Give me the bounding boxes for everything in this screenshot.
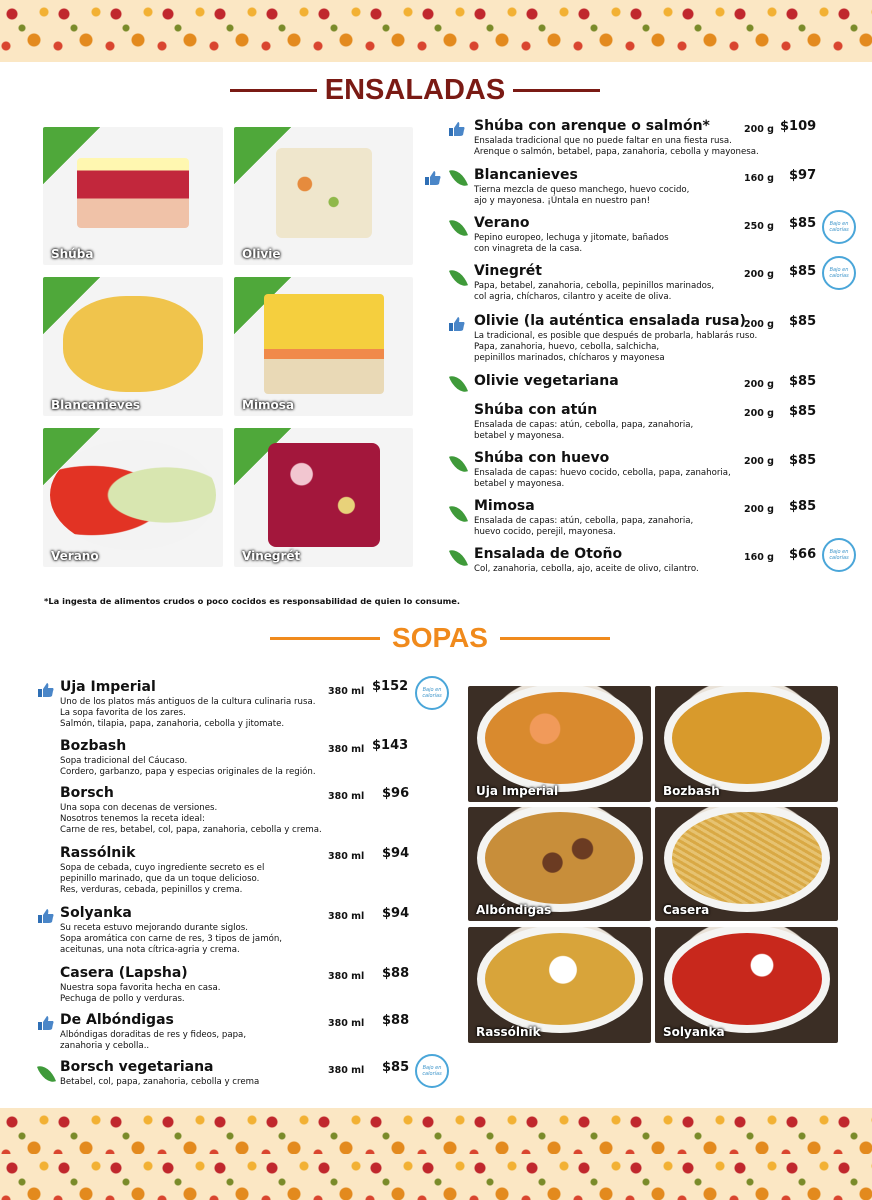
dish-shape: [268, 443, 380, 547]
leaf-icon: [449, 166, 468, 189]
thumbs-up-icon: [424, 170, 442, 186]
salad-photo-olivie: [234, 127, 413, 265]
item-name: Borsch vegetariana: [60, 1059, 214, 1075]
low-calorie-badge: Bajo en calorías: [415, 1054, 449, 1088]
leaf-icon: [37, 1062, 56, 1085]
item-desc-line: La tradicional, es posible que después de probarla, hablarás ruso.: [474, 331, 758, 341]
dish-shape: [264, 294, 384, 394]
item-desc-line: Papa, zanahoria, huevo, cebolla, salchicha,: [474, 342, 660, 352]
title-rule: [230, 89, 317, 92]
photo-caption: Shúba: [51, 247, 94, 261]
item-desc-line: Su receta estuvo mejorando durante siglos.: [60, 923, 249, 933]
thumbs-up-icon: [37, 1015, 55, 1031]
leaf-icon: [449, 546, 468, 569]
folk-ornament-border-top: [0, 0, 872, 62]
item-desc-line: Arenque o salmón, betabel, papa, zanahoria, cebolla y mayonesa.: [474, 147, 759, 157]
bowl-shape: [477, 686, 643, 792]
leaf-icon: [449, 502, 468, 525]
salad-photo-vinegret: [234, 428, 413, 567]
soup-photo-bozbash: [655, 686, 838, 802]
item-desc-line: Albóndigas doraditas de res y fideos, papa,: [60, 1030, 247, 1040]
thumbs-up-icon: [448, 121, 466, 137]
item-name: Ensalada de Otoño: [474, 546, 623, 562]
item-desc-line: Papa, betabel, zanahoria, cebolla, pepinillos marinados,: [474, 281, 715, 291]
item-price: $85: [789, 404, 817, 419]
item-qty: 250 g: [744, 221, 774, 232]
item-desc-line: pepinillo marinado, que da un toque delicioso.: [60, 874, 260, 884]
low-calorie-badge: Bajo en calorías: [822, 210, 856, 244]
item-price: $96: [382, 786, 410, 801]
item-desc-line: Pechuga de pollo y verduras.: [60, 994, 185, 1004]
item-desc-line: betabel y mayonesa.: [474, 479, 565, 489]
item-desc-line: Cordero, garbanzo, papa y especias originales de la región.: [60, 767, 316, 777]
item-name: Solyanka: [60, 905, 132, 921]
item-price: $85: [382, 1060, 410, 1075]
item-price: $85: [789, 264, 817, 279]
thumbs-up-icon: [37, 908, 55, 924]
item-qty: 200 g: [744, 408, 774, 419]
item-desc-line: Col, zanahoria, cebolla, ajo, aceite de olivo, cilantro.: [474, 564, 699, 574]
item-desc-line: ajo y mayonesa. ¡Úntala en nuestro pan!: [474, 196, 651, 206]
item-name: Shúba con arenque o salmón*: [474, 118, 710, 134]
item-price: $88: [382, 1013, 410, 1028]
item-price: $94: [382, 906, 410, 921]
photo-caption: Uja Imperial: [476, 784, 559, 798]
item-desc-line: huevo cocido, perejil, mayonesa.: [474, 527, 616, 537]
bowl-shape: [477, 807, 643, 912]
item-desc-line: Sopa de cebada, cuyo ingrediente secreto es el: [60, 863, 265, 873]
ensaladas-title: ENSALADAS: [324, 73, 506, 106]
item-name: Olivie vegetariana: [474, 373, 619, 389]
item-price: $109: [780, 119, 817, 134]
dish-shape: [63, 296, 203, 392]
salad-photo-shuba: [43, 127, 223, 265]
item-desc-line: Ensalada tradicional que no puede faltar en una fiesta rusa.: [474, 136, 732, 146]
leaf-icon: [449, 266, 468, 289]
salad-photo-blancanieves: [43, 277, 223, 416]
soup-photo-solyanka: [655, 927, 838, 1043]
item-price: $152: [372, 679, 409, 694]
item-name: Uja Imperial: [60, 679, 156, 695]
item-desc-line: Nosotros tenemos la receta ideal:: [60, 814, 205, 824]
item-desc-line: pepinillos marinados, chícharos y mayonesa: [474, 353, 665, 363]
item-qty: 380 ml: [328, 686, 365, 697]
photo-caption: Olivie: [242, 247, 281, 261]
item-desc-line: La sopa favorita de los zares.: [60, 708, 186, 718]
item-desc-line: Uno de los platos más antiguos de la cultura culinaria rusa.: [60, 697, 316, 707]
item-price: $85: [789, 453, 817, 468]
thumbs-up-icon: [37, 682, 55, 698]
item-qty: 200 g: [744, 319, 774, 330]
item-desc-line: Ensalada de capas: atún, cebolla, papa, zanahoria,: [474, 516, 694, 526]
item-qty: 200 g: [744, 504, 774, 515]
item-qty: 380 ml: [328, 1018, 365, 1029]
item-desc-line: Carne de res, betabel, col, papa, zanahoria, cebolla y crema.: [60, 825, 322, 835]
raw-food-footnote: *La ingesta de alimentos crudos o poco cocidos es responsabilidad de quien lo consume.: [44, 596, 461, 606]
title-rule: [513, 89, 600, 92]
photo-caption: Verano: [51, 549, 99, 563]
item-qty: 200 g: [744, 269, 774, 280]
item-qty: 380 ml: [328, 851, 365, 862]
bowl-shape: [664, 927, 830, 1033]
item-price: $85: [789, 374, 817, 389]
dish-shape: [276, 148, 372, 238]
photo-caption: Rassólnik: [476, 1025, 541, 1039]
item-name: Bozbash: [60, 738, 127, 754]
item-price: $97: [789, 168, 817, 183]
dish-shape: [77, 158, 189, 228]
item-desc-line: Sopa tradicional del Cáucaso.: [60, 756, 188, 766]
leaf-icon: [449, 216, 468, 239]
item-desc-line: con vinagreta de la casa.: [474, 244, 583, 254]
ensaladas-heading: [230, 72, 600, 108]
item-desc-line: Tierna mezcla de queso manchego, huevo cocido,: [474, 185, 690, 195]
photo-caption: Bozbash: [663, 784, 720, 798]
item-price: $88: [382, 966, 410, 981]
title-rule: [500, 637, 610, 640]
photo-caption: Casera: [663, 903, 710, 917]
item-name: Verano: [474, 215, 530, 231]
item-name: Vinegrét: [474, 263, 542, 279]
item-name: Borsch: [60, 785, 114, 801]
sopas-heading: [266, 620, 614, 656]
item-desc-line: zanahoria y cebolla..: [60, 1041, 150, 1051]
item-qty: 160 g: [744, 552, 774, 563]
soup-photo-rassolnik: [468, 927, 651, 1043]
low-calorie-badge: Bajo en calorías: [822, 256, 856, 290]
dish-shape: [50, 440, 216, 550]
item-name: Blancanieves: [474, 167, 578, 183]
item-qty: 380 ml: [328, 1065, 365, 1076]
item-desc-line: Ensalada de capas: atún, cebolla, papa, zanahoria,: [474, 420, 694, 430]
item-qty: 160 g: [744, 173, 774, 184]
sopas-title: SOPAS: [392, 622, 488, 653]
item-desc-line: Ensalada de capas: huevo cocido, cebolla, papa, zanahoria,: [474, 468, 731, 478]
item-name: Olivie (la auténtica ensalada rusa): [474, 313, 746, 329]
item-qty: 380 ml: [328, 911, 365, 922]
item-desc-line: Sopa aromática con carne de res, 3 tipos de jamón,: [60, 934, 283, 944]
item-desc-line: Una sopa con decenas de versiones.: [60, 803, 218, 813]
photo-caption: Mimosa: [242, 398, 295, 412]
item-desc-line: betabel y mayonesa.: [474, 431, 565, 441]
item-price: $85: [789, 314, 817, 329]
item-desc-line: Nuestra sopa favorita hecha en casa.: [60, 983, 221, 993]
item-price: $94: [382, 846, 410, 861]
soup-photo-casera: [655, 807, 838, 921]
item-qty: 380 ml: [328, 971, 365, 982]
item-name: De Albóndigas: [60, 1012, 174, 1028]
item-desc-line: Pepino europeo, lechuga y jitomate, bañados: [474, 233, 669, 243]
leaf-icon: [449, 452, 468, 475]
bowl-shape: [664, 807, 830, 912]
soup-photo-uja-imperial: [468, 686, 651, 802]
photo-caption: Albóndigas: [476, 903, 552, 917]
item-qty: 200 g: [744, 456, 774, 467]
item-desc-line: Res, verduras, cebada, pepinillos y crema.: [60, 885, 243, 895]
photo-caption: Blancanieves: [51, 398, 141, 412]
item-name: Shúba con huevo: [474, 450, 610, 466]
item-desc-line: Salmón, tilapia, papa, zanahoria, cebolla y jitomate.: [60, 719, 285, 729]
item-price: $85: [789, 499, 817, 514]
soup-photo-albondigas: [468, 807, 651, 921]
item-name: Rassólnik: [60, 845, 136, 861]
photo-caption: Solyanka: [663, 1025, 725, 1039]
item-qty: 200 g: [744, 124, 774, 135]
item-price: $143: [372, 738, 409, 753]
low-calorie-badge: Bajo en calorías: [822, 538, 856, 572]
item-desc-line: Betabel, col, papa, zanahoria, cebolla y crema: [60, 1077, 260, 1087]
item-name: Mimosa: [474, 498, 535, 514]
item-desc-line: aceitunas, una nota cítrica-agria y crema.: [60, 945, 240, 955]
item-name: Casera (Lapsha): [60, 965, 188, 981]
low-calorie-badge: Bajo en calorías: [415, 676, 449, 710]
salad-photo-mimosa: [234, 277, 413, 416]
item-price: $66: [789, 547, 817, 562]
bowl-shape: [477, 927, 643, 1033]
thumbs-up-icon: [448, 316, 466, 332]
leaf-icon: [449, 372, 468, 395]
item-qty: 380 ml: [328, 744, 365, 755]
title-rule: [270, 637, 380, 640]
item-qty: 380 ml: [328, 791, 365, 802]
item-qty: 200 g: [744, 379, 774, 390]
folk-ornament-border-bottom: [0, 1108, 872, 1200]
photo-caption: Vinegrét: [242, 549, 301, 563]
bowl-shape: [664, 686, 830, 792]
item-price: $85: [789, 216, 817, 231]
salad-photo-verano: [43, 428, 223, 567]
item-name: Shúba con atún: [474, 402, 598, 418]
item-desc-line: col agria, chícharos, cilantro y aceite de oliva.: [474, 292, 672, 302]
